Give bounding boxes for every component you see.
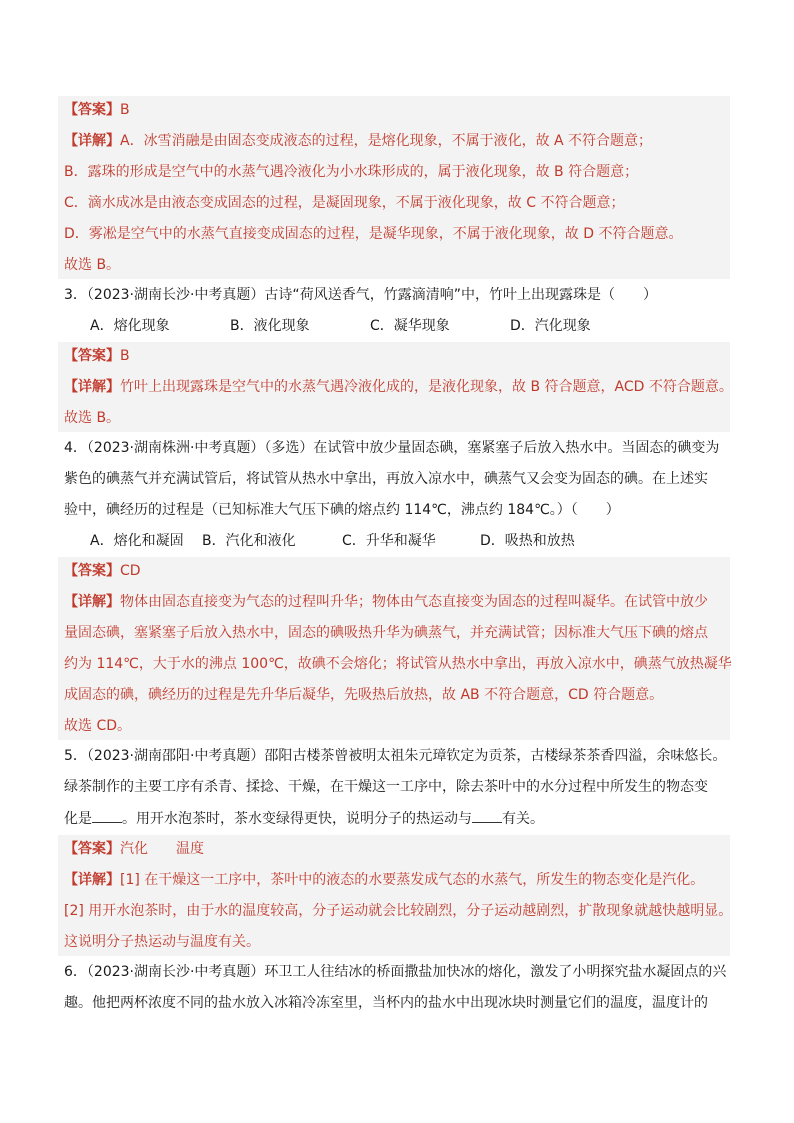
detail-text: 物体由固态直接变为气态的过程叫升华；物体由气态直接变为固态的过程叫凝华。在试管中放少 (120, 594, 708, 610)
detail-line: 量固态碘，塞紧塞子后放入热水中，固态的碘吸热升华为碘蒸气，并充满试管；因标准大气压下碘的熔点 (64, 625, 708, 641)
detail-line: 成固态的碘，碘经历的过程是先升华后凝华，先吸热后放热，故 AB 不符合题意，CD 符合题意。 (64, 687, 664, 703)
answer-line (64, 839, 724, 859)
answer-value: B (120, 348, 130, 364)
option-c: C．凝华现象 (370, 318, 450, 334)
detail-line (64, 592, 724, 612)
question-stem: 绿茶制作的主要工序有杀青、揉捻、干燥，在干燥这一工序中，除去茶叶中的水分过程中所发生的物态变 (64, 779, 708, 795)
answer-tag: 【答案】 (64, 102, 120, 118)
option-a: A．熔化现象 (90, 318, 170, 334)
detail-line: D．雾凇是空气中的水蒸气直接变成固态的过程，是凝华现象，不属于液化现象，故 D 不符合题意。 (64, 226, 683, 242)
answer-value: CD (120, 563, 141, 579)
detail-text: 竹叶上出现露珠是空气中的水蒸气遇冷液化成的，是液化现象，故 B 符合题意，ACD 不符合题意。 (120, 379, 733, 395)
detail-text: [1] 在干燥这一工序中，茶叶中的液态的水要蒸发成气态的水蒸气，所发生的物态变化是汽化。 (120, 872, 705, 888)
question-stem (64, 808, 724, 829)
question-4 (64, 432, 724, 557)
conclusion-line: 故选 B。 (64, 257, 121, 273)
stem-segment: 。用开水泡茶时，茶水变绿得更快，说明分子的热运动与 (122, 811, 472, 827)
detail-tag: 【详解】 (64, 872, 120, 888)
answer-tag: 【答案】 (64, 841, 120, 857)
question-5 (64, 740, 727, 835)
option-b: B．汽化和液化 (202, 533, 296, 549)
option-c: C．升华和凝华 (342, 533, 436, 549)
detail-line (64, 131, 724, 151)
answer-line (64, 561, 724, 581)
stem-segment: 化是 (64, 811, 92, 827)
question-stem: 4．（2023·湖南株洲·中考真题）（多选）在试管中放少量固态碘，塞紧塞子后放入热水中。当固态的碘变为 (64, 440, 720, 456)
options-row (64, 316, 724, 336)
option-b: B．液化现象 (230, 318, 310, 334)
option-a: A．熔化和凝固 (90, 533, 184, 549)
conclusion-line: 故选 CD。 (64, 718, 132, 734)
option-d: D．吸热和放热 (480, 533, 575, 549)
answer-tag: 【答案】 (64, 348, 120, 364)
answer-blank-2[interactable] (472, 808, 502, 823)
question-stem: 趣。他把两杯浓度不同的盐水放入冰箱冷冻室里，当杯内的盐水中出现冰块时测量它们的温度，温度计的 (64, 995, 708, 1011)
question-stem: 6．（2023·湖南长沙·中考真题）环卫工人往结冰的桥面撒盐加快冰的熔化，激发了小明探究盐水凝固点的兴 (64, 964, 727, 980)
question-3 (64, 279, 724, 342)
detail-tag: 【详解】 (64, 594, 120, 610)
answer-blank-1[interactable] (92, 808, 122, 823)
answer-value: 汽化 温度 (120, 841, 204, 857)
answer-line (64, 346, 724, 366)
answer-value: B (120, 102, 130, 118)
detail-line: B．露珠的形成是空气中的水蒸气遇冷液化为小水珠形成的，属于液化现象，故 B 符合题意； (64, 164, 639, 180)
answer-block-q2 (58, 96, 730, 279)
answer-block-q3 (58, 342, 733, 432)
detail-tag: 【详解】 (64, 133, 120, 149)
conclusion-line: 故选 B。 (64, 410, 121, 426)
question-stem: 3．（2023·湖南长沙·中考真题）古诗“荷风送香气，竹露滴清响”中，竹叶上出现露珠是（ ） (64, 287, 657, 303)
options-row (64, 531, 724, 551)
question-stem: 紫色的碘蒸气并充满试管后，将试管从热水中拿出，再放入凉水中，碘蒸气又会变为固态的碘。在上述实 (64, 471, 708, 487)
stem-segment: 有关。 (502, 811, 544, 827)
question-stem: 验中，碘经历的过程是（已知标准大气压下碘的熔点约 114℃，沸点约 184℃。）（ ） (64, 502, 620, 518)
detail-line: C．滴水成冰是由液态变成固态的过程，是凝固现象，不属于液化现象，故 C 不符合题意； (64, 195, 625, 211)
document-page (64, 96, 733, 1019)
detail-text: A．冰雪消融是由固态变成液态的过程，是熔化现象，不属于液化，故 A 不符合题意； (120, 133, 653, 149)
question-stem: 5．（2023·湖南邵阳·中考真题）邵阳古楼茶曾被明太祖朱元璋钦定为贡茶，古楼绿茶茶香四溢，余味悠长。 (64, 748, 727, 764)
detail-line: 约为 114℃，大于水的沸点 100℃，故碘不会熔化；将试管从热水中拿出，再放入凉水中，碘蒸气放热凝华 (64, 656, 732, 672)
answer-block-q5 (58, 835, 733, 956)
answer-tag: 【答案】 (64, 563, 120, 579)
detail-tag: 【详解】 (64, 379, 120, 395)
answer-line (64, 100, 724, 120)
option-d: D．汽化现象 (510, 318, 591, 334)
question-6 (64, 956, 727, 1019)
detail-line: [2] 用开水泡茶时，由于水的温度较高，分子运动就会比较剧烈，分子运动越剧烈，扩散现象就越快越明显。 (64, 903, 733, 919)
detail-line (64, 377, 733, 397)
conclusion-line: 这说明分子热运动与温度有关。 (64, 934, 260, 950)
answer-block-q4 (58, 557, 730, 740)
detail-line (64, 870, 724, 890)
